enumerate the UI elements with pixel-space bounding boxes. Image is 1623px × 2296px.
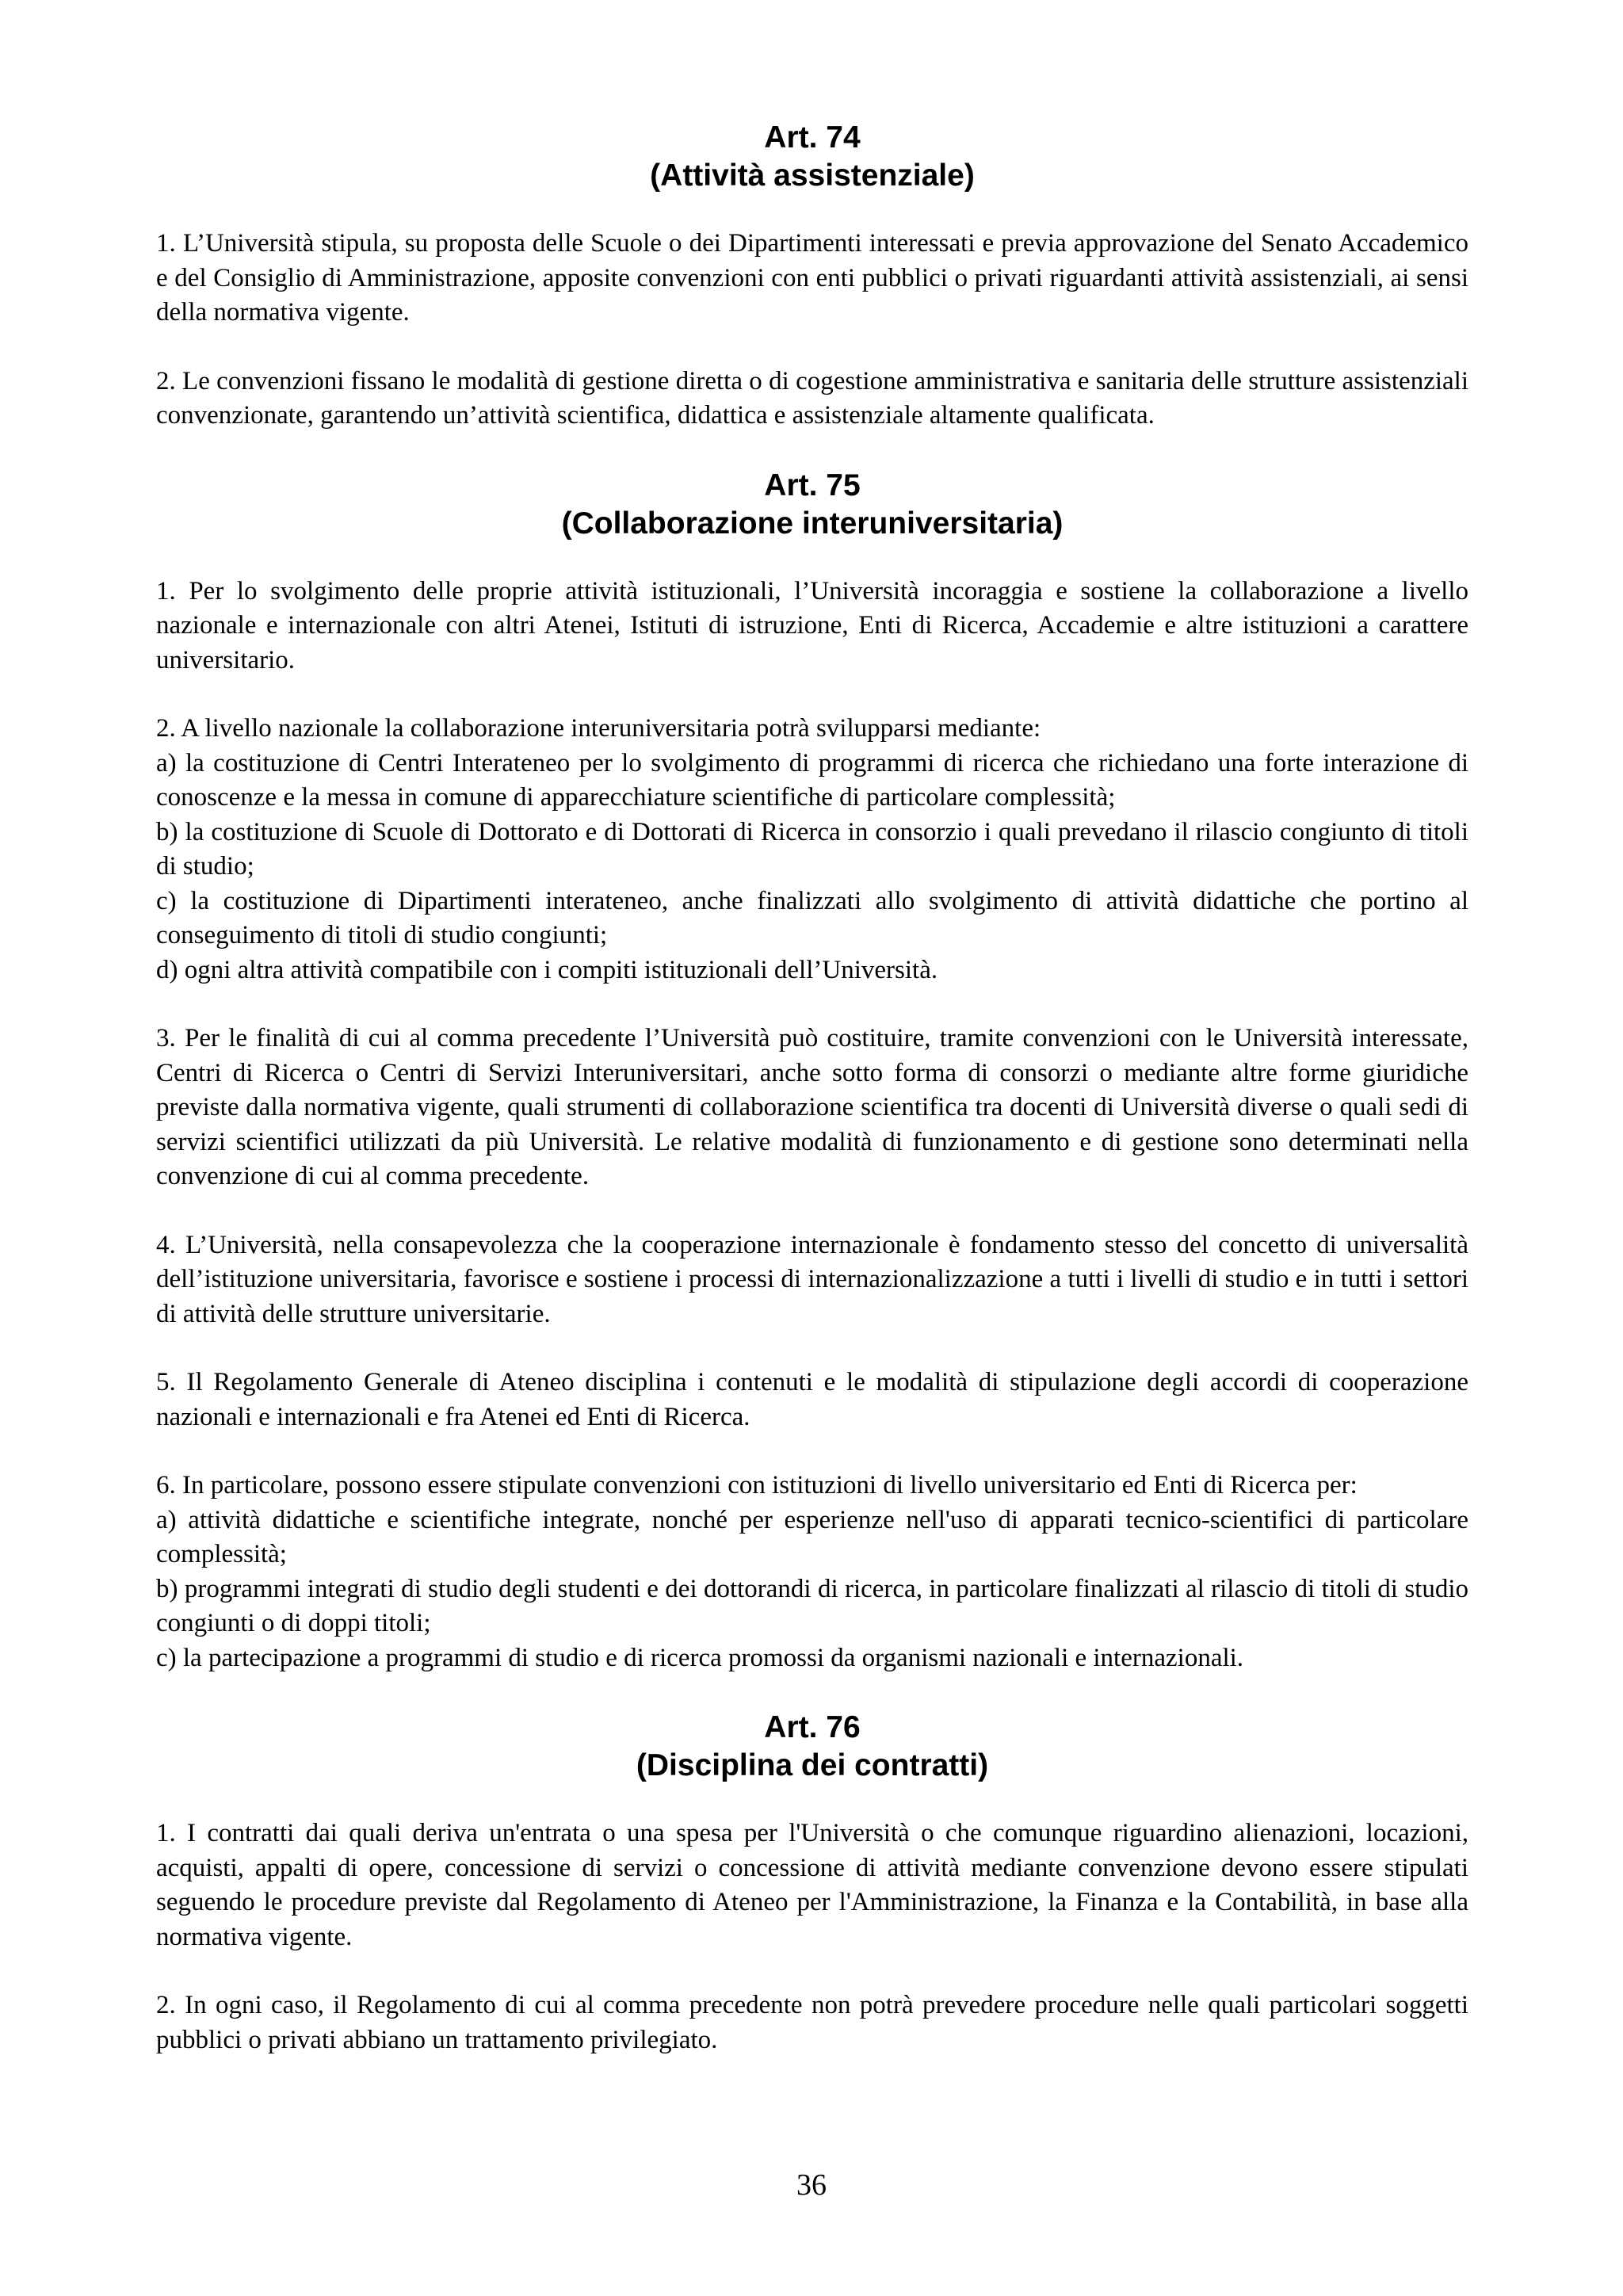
paragraph: 5. Il Regolamento Generale di Ateneo disciplina i contenuti e le modalità di stipulazione degli accordi di cooperazione nazionali e internazionali e fra Atenei ed Enti di Ricerca.	[156, 1368, 1468, 1431]
article-76	[156, 1709, 1468, 2057]
list-item: a) la costituzione di Centri Interateneo per lo svolgimento di programmi di ricerca che richiedano una forte interazione di conoscenze e la messa in comune di apparecchiature scientifiche di particolare complessità;	[156, 748, 1468, 812]
list-item: b) programmi integrati di studio degli studenti e dei dottorandi di ricerca, in particolare finalizzati al rilascio di titoli di studio congiunti o di doppi titoli;	[156, 1574, 1468, 1637]
paragraph: 4. L’Università, nella consapevolezza che la cooperazione internazionale è fondamento stesso del concetto di universalità dell’istituzione universitaria, favorisce e sostiene i processi di internazionalizzazione a tutti i livelli di studio e in tutti i settori di attività delle strutture universitarie.	[156, 1230, 1468, 1328]
paragraph: 2. Le convenzioni fissano le modalità di gestione diretta o di cogestione amministrativa e sanitaria delle strutture assistenziali convenzionate, garantendo un’attività scientifica, didattica e assistenziale altamente qualificata.	[156, 366, 1468, 430]
article-number: Art. 74	[764, 120, 861, 155]
article-heading	[156, 119, 1468, 195]
list-item: d) ogni altra attività compatibile con i compiti istituzionali dell’Università.	[156, 955, 938, 984]
document-page	[156, 119, 1468, 2089]
article-heading	[156, 467, 1468, 543]
article-heading	[156, 1709, 1468, 1785]
paragraph-with-list	[156, 712, 1468, 988]
list-intro: 6. In particolare, possono essere stipulate convenzioni con istituzioni di livello universitario ed Enti di Ricerca per:	[156, 1471, 1358, 1499]
paragraph-with-list	[156, 1469, 1468, 1675]
list-item: a) attività didattiche e scientifiche integrate, nonché per esperienze nell'uso di apparati tecnico-scientifici di particolare complessità;	[156, 1505, 1468, 1568]
article-title: (Disciplina dei contratti)	[636, 1748, 989, 1782]
article-title: (Collaborazione interuniversitaria)	[561, 506, 1064, 541]
paragraph: 1. I contratti dai quali deriva un'entrata o una spesa per l'Università o che comunque riguardino alienazioni, locazioni, acquisti, appalti di opere, concessione di servizi o concessione di attività mediante convenzione devono essere stipulati seguendo le procedure previste dal Regolamento di Ateneo per l'Amministrazione, la Finanza e la Contabilità, in base alla normativa vigente.	[156, 1819, 1468, 1951]
article-number: Art. 76	[764, 1710, 861, 1744]
article-number: Art. 75	[764, 468, 861, 502]
list-item: c) la partecipazione a programmi di studio e di ricerca promossi da organismi nazionali e internazionali.	[156, 1643, 1244, 1672]
paragraph: 1. L’Università stipula, su proposta delle Scuole o dei Dipartimenti interessati e previa approvazione del Senato Accademico e del Consiglio di Amministrazione, apposite convenzioni con enti pubblici o privati riguardanti attività assistenziali, ai sensi della normativa vigente.	[156, 229, 1468, 327]
paragraph: 3. Per le finalità di cui al comma precedente l’Università può costituire, tramite convenzioni con le Università interessate, Centri di Ricerca o Centri di Servizi Interuniversitari, anche sotto forma di consorzi o mediante altre forme giuridiche previste dalla normativa vigente, quali strumenti di collaborazione scientifica tra docenti di Università diverse o quali sedi di servizi scientifici utilizzati da più Università. Le relative modalità di funzionamento e di gestione sono determinati nella convenzione di cui al comma precedente.	[156, 1024, 1468, 1190]
list-intro: 2. A livello nazionale la collaborazione interuniversitaria potrà svilupparsi mediante:	[156, 714, 1041, 743]
page-number: 36	[796, 2168, 827, 2202]
article-title: (Attività assistenziale)	[650, 159, 975, 193]
article-74	[156, 119, 1468, 434]
list-item: b) la costituzione di Scuole di Dottorato e di Dottorati di Ricerca in consorzio i quali prevedano il rilascio congiunto di titoli di studio;	[156, 817, 1468, 881]
article-75	[156, 467, 1468, 1676]
paragraph: 1. Per lo svolgimento delle proprie attività istituzionali, l’Università incoraggia e sostiene la collaborazione a livello nazionale e internazionale con altri Atenei, Istituti di istruzione, Enti di Ricerca, Accademie e altre istituzioni a carattere universitario.	[156, 576, 1468, 674]
paragraph: 2. In ogni caso, il Regolamento di cui al comma precedente non potrà prevedere procedure nelle quali particolari soggetti pubblici o privati abbiano un trattamento privilegiato.	[156, 1991, 1468, 2054]
list-item: c) la costituzione di Dipartimenti interateneo, anche finalizzati allo svolgimento di attività didattiche che portino al conseguimento di titoli di studio congiunti;	[156, 886, 1468, 949]
